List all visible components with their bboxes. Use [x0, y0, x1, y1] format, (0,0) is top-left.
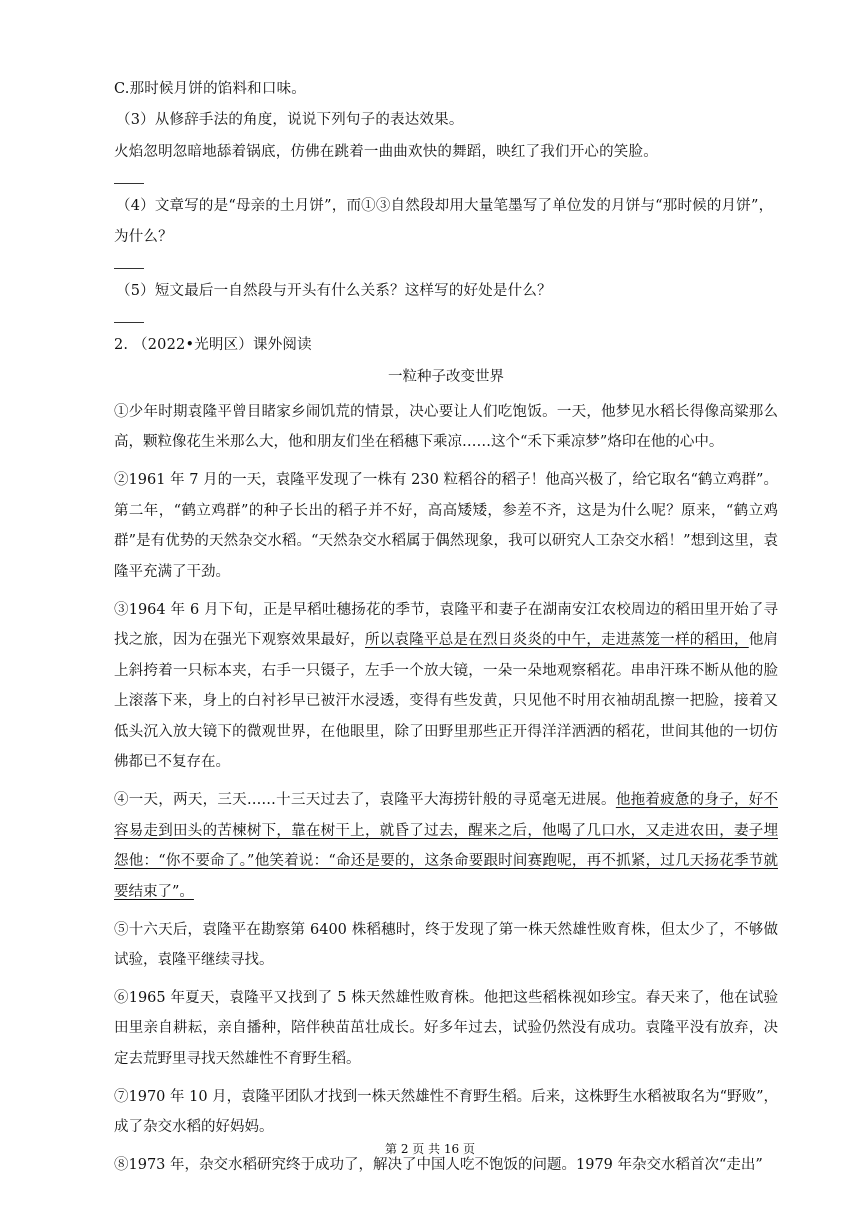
paragraph-3-underlined: 所以袁隆平总是在烈日炎炎的中午，走进蒸笼一样的稻田，	[364, 632, 749, 649]
answer-blank-q3	[114, 183, 144, 185]
article-paragraph-2: ②1961 年 7 月的一天，袁隆平发现了一株有 230 粒稻谷的稻子！他高兴极了，给它取名“鹤立鸡群”。第二年，“鹤立鸡群”的种子长出的稻子并不好，高高矮矮，参差不齐，这是为什么呢？原来，“鹤立鸡群”是有优势的天然杂交水稻。“天然杂交水稻属于偶然现象，我可以研究人工杂交水稻！”想到这里，袁隆平充满了干劲。	[114, 472, 778, 580]
article-paragraph-3	[114, 595, 778, 778]
paragraph-3-part-a: ③1964 年 6 月下旬，正是早稻吐穗扬花的季节，袁隆平和妻子在湖南安江农校周边的稻田里开始了寻找之旅，因为在强光下观察效果最好，	[114, 601, 778, 649]
page-footer: 第 2 页 共 16 页	[385, 1142, 475, 1156]
article-paragraph-5: ⑤十六天后，袁隆平在勘察第 6400 株稻穗时，终于发现了第一株天然雄性败育株，但太少了，不够做试验，袁隆平继续寻找。	[114, 921, 778, 969]
article-paragraph-7: ⑦1970 年 10 月，袁隆平团队才找到一株天然雄性不育野生稻。后来，这株野生水稻被取名为“野败”，成了杂交水稻的好妈妈。	[114, 1088, 779, 1136]
article-paragraph-6: ⑥1965 年夏天，袁隆平又找到了 5 株天然雄性败育株。他把这些稻株视如珍宝。春天来了，他在试验田里亲自耕耘，亲自播种，陪伴秧苗茁壮成长。好多年过去，试验仍然没有成功。袁隆平没有放弃，决定去荒野里寻找天然雄性不育野生稻。	[114, 989, 778, 1067]
item-2-heading: 2. （2022•光明区）课外阅读	[114, 337, 312, 354]
page-content	[114, 78, 778, 1188]
question-4-line1: （4）文章写的是“母亲的土月饼”，而①③自然段却用大量笔墨写了单位发的月饼与“那时候的月饼”，	[116, 197, 774, 214]
answer-blank-q5	[114, 322, 144, 324]
question-3-sentence: 火焰忽明忽暗地舔着锅底，仿佛在跳着一曲曲欢快的舞蹈，映红了我们开心的笑脸。	[114, 143, 658, 160]
answer-blank-q4	[114, 268, 144, 270]
paragraph-4-underlined: 他拖着疲惫的身子，好不容易走到田头的苦楝树下，靠在树干上，就昏了过去，醒来之后，他喝了几口水，又走进农田，妻子埋怨他：“你不要命了。”他笑着说：“命还是要的，这条命要跟时间赛跑呢，再不抓紧，过几天扬花季节就要结束了”。	[114, 792, 779, 900]
option-c-text: C.那时候月饼的馅料和口味。	[114, 81, 306, 97]
question-4-line2: 为什么？	[114, 229, 173, 246]
paragraph-4-part-a: ④一天，两天，三天……十三天过去了，袁隆平大海捞针般的寻觅毫无进展。	[114, 792, 616, 809]
question-3: （3）从修辞手法的角度，说说下列句子的表达效果。	[116, 112, 464, 129]
question-5: （5）短文最后一自然段与开头有什么关系？这样写的好处是什么？	[116, 283, 552, 300]
paragraph-3-part-b: 他肩上斜挎着一只标本夹，右手一只镊子，左手一个放大镜，一朵一朵地观察稻花。串串汗珠不断从他的脸上滚落下来，身上的白衬衫早已被汗水浸透，变得有些发黄，只见他不时用衣袖胡乱擦一把脸，接着又低头沉入放大镜下的微观世界，在他眼里，除了田野里那些正开得洋洋洒洒的稻花，世间其他的一切仿佛都已不复存在。	[114, 632, 779, 771]
article-paragraph-4	[114, 785, 778, 907]
article-paragraph-1: ①少年时期袁隆平曾目睹家乡闹饥荒的情景，决心要让人们吃饱饭。一天，他梦见水稻长得像高粱那么高，颗粒像花生米那么大，他和朋友们坐在稻穗下乘凉……这个“禾下乘凉梦”烙印在他的心中。	[114, 403, 778, 451]
article-paragraph-8: ⑧1973 年，杂交水稻研究终于成功了，解决了中国人吃不饱饭的问题。1979 年杂交水稻首次“走出”	[114, 1157, 763, 1174]
article-title: 一粒种子改变世界	[388, 368, 504, 385]
